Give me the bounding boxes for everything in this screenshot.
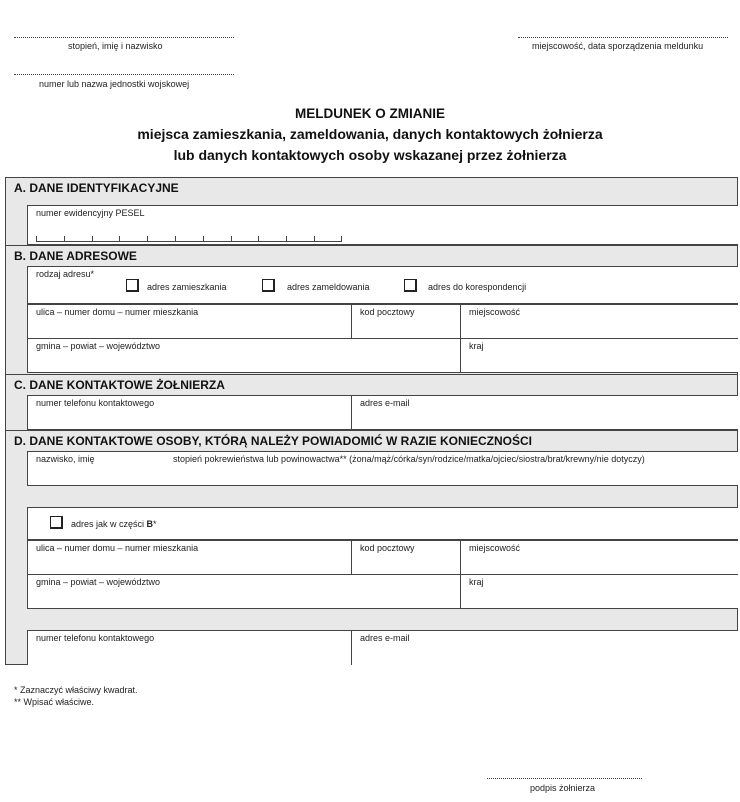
signature-caption: podpis żołnierza xyxy=(530,783,596,793)
section-a-heading: A. DANE IDENTYFIKACYJNE xyxy=(14,181,179,195)
d-postal-label: kod pocztowy xyxy=(360,543,415,553)
section-b-heading: B. DANE ADRESOWE xyxy=(6,245,737,266)
d-name-label: nazwisko, imię xyxy=(36,454,95,464)
d-street-label: ulica – numer domu – numer mieszkania xyxy=(36,543,199,553)
b-city-field[interactable] xyxy=(460,304,738,339)
checkbox-registered[interactable] xyxy=(262,279,275,292)
c-phone-label: numer telefonu kontaktowego xyxy=(36,398,155,408)
d-email-field[interactable] xyxy=(351,630,738,665)
d-country-field[interactable] xyxy=(460,574,738,609)
d-same-address-row xyxy=(27,507,738,540)
b-district-label: gmina – powiat – województwo xyxy=(36,341,161,351)
c-phone-field[interactable] xyxy=(27,395,352,430)
name-caption: stopień, imię i nazwisko xyxy=(68,41,163,51)
checkbox-correspondence[interactable] xyxy=(404,279,417,292)
d-name-relation-field[interactable] xyxy=(27,451,738,486)
form-body xyxy=(5,177,738,665)
pesel-field[interactable] xyxy=(27,205,738,245)
same-address-asterisk: * xyxy=(153,519,157,529)
unit-caption: numer lub nazwa jednostki wojskowej xyxy=(39,79,190,89)
pesel-digit-boxes[interactable] xyxy=(36,236,342,242)
c-email-field[interactable] xyxy=(351,395,738,430)
address-type-row xyxy=(27,266,738,304)
checkbox-residence[interactable] xyxy=(126,279,139,292)
footnote-1: * Zaznaczyć właściwy kwadrat. xyxy=(14,685,138,695)
d-phone-field[interactable] xyxy=(27,630,352,665)
place-date-line[interactable] xyxy=(518,37,728,38)
d-street-field[interactable] xyxy=(27,540,352,575)
form-title: MELDUNEK O ZMIANIE xyxy=(295,106,445,121)
b-postal-label: kod pocztowy xyxy=(360,307,415,317)
place-date-caption: miejscowość, data sporządzenia meldunku xyxy=(532,41,704,51)
b-country-field[interactable] xyxy=(460,338,738,373)
d-district-field[interactable] xyxy=(27,574,461,609)
form-subtitle-line2: lub danych kontaktowych osoby wskazanej przez żołnierza xyxy=(173,147,567,163)
same-address-label xyxy=(71,519,157,529)
b-street-field[interactable] xyxy=(27,304,352,339)
same-address-text: adres jak w części xyxy=(71,519,147,529)
b-country-label: kraj xyxy=(469,341,484,351)
d-phone-label: numer telefonu kontaktowego xyxy=(36,633,155,643)
same-address-ref: B xyxy=(146,519,154,529)
pesel-label: numer ewidencyjny PESEL xyxy=(36,208,145,218)
name-line[interactable] xyxy=(14,37,234,38)
checkbox-same-address[interactable] xyxy=(50,516,63,529)
footnote-2: ** Wpisać właściwe. xyxy=(14,697,95,707)
address-type-label: rodzaj adresu* xyxy=(36,269,95,279)
c-email-label: adres e-mail xyxy=(360,398,410,408)
signature-line[interactable] xyxy=(487,778,642,779)
option-registered-label: adres zameldowania xyxy=(287,282,370,292)
unit-line[interactable] xyxy=(14,74,234,75)
b-street-label: ulica – numer domu – numer mieszkania xyxy=(36,307,199,317)
section-d-heading: D. DANE KONTAKTOWE OSOBY, KTÓRĄ NALEŻY POWIADOMIĆ W RAZIE KONIECZNOŚCI xyxy=(6,430,737,451)
d-country-label: kraj xyxy=(469,577,484,587)
d-district-label: gmina – powiat – województwo xyxy=(36,577,161,587)
form-subtitle-line1: miejsca zamieszkania, zameldowania, danych kontaktowych żołnierza xyxy=(137,126,603,142)
d-relation-label: stopień pokrewieństwa lub powinowactwa** (żona/mąż/córka/syn/rodzice/matka/ojciec/siostra/brat/krewny/nie dotyczy) xyxy=(173,454,645,464)
b-postal-field[interactable] xyxy=(351,304,461,339)
option-residence-label: adres zamieszkania xyxy=(147,282,227,292)
option-correspondence-label: adres do korespondencji xyxy=(428,282,527,292)
section-c-heading: C. DANE KONTAKTOWE ŻOŁNIERZA xyxy=(6,374,737,395)
d-email-label: adres e-mail xyxy=(360,633,410,643)
d-city-field[interactable] xyxy=(460,540,738,575)
b-city-label: miejscowość xyxy=(469,307,521,317)
d-city-label: miejscowość xyxy=(469,543,521,553)
d-postal-field[interactable] xyxy=(351,540,461,575)
b-district-field[interactable] xyxy=(27,338,461,373)
